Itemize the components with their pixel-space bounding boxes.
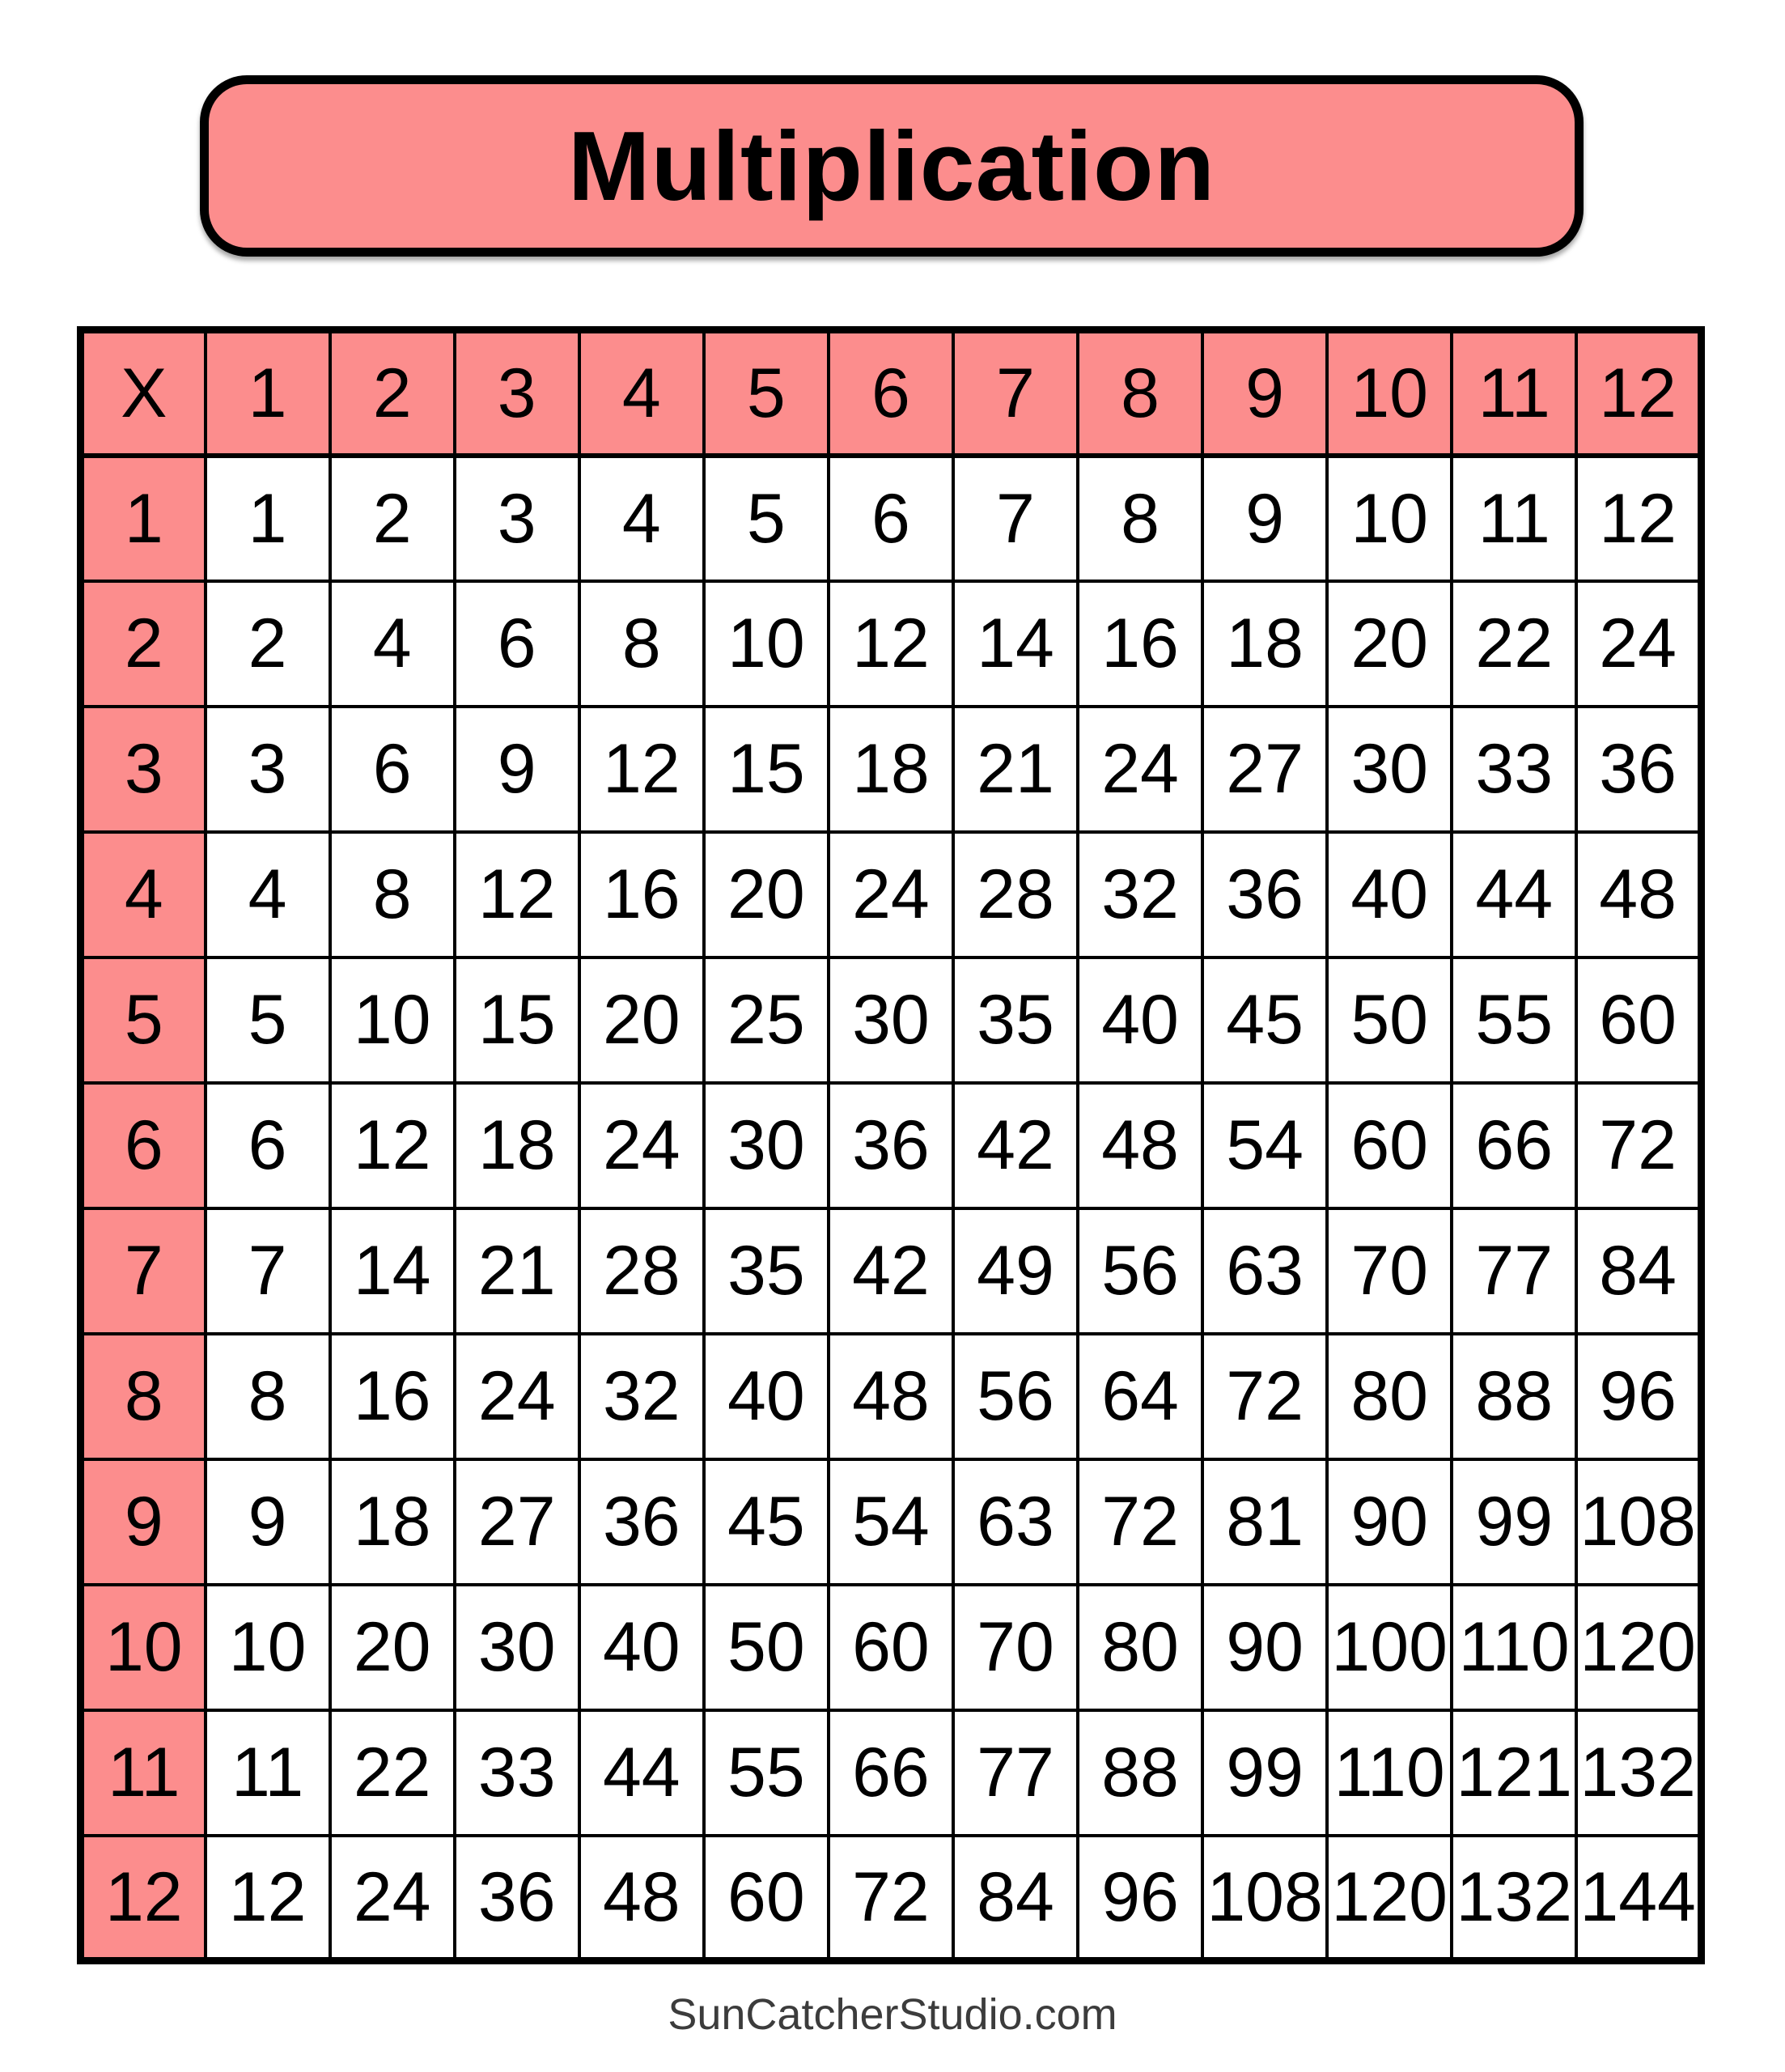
product-cell: 55 [704, 1710, 829, 1836]
table-row [81, 1208, 1702, 1334]
product-cell: 10 [330, 957, 455, 1083]
product-cell: 72 [1202, 1334, 1327, 1459]
product-cell: 90 [1202, 1585, 1327, 1710]
product-cell: 49 [953, 1208, 1078, 1334]
column-header-cell: 10 [1327, 330, 1452, 456]
product-cell: 80 [1327, 1334, 1452, 1459]
product-cell: 40 [579, 1585, 704, 1710]
product-cell: 3 [455, 456, 579, 581]
product-cell: 36 [829, 1083, 953, 1208]
product-cell: 8 [330, 832, 455, 957]
product-cell: 6 [206, 1083, 330, 1208]
row-header-cell: 9 [81, 1459, 206, 1585]
row-header-cell: 3 [81, 707, 206, 832]
product-cell: 99 [1452, 1459, 1576, 1585]
product-cell: 32 [579, 1334, 704, 1459]
product-cell: 144 [1576, 1836, 1701, 1961]
product-cell: 22 [330, 1710, 455, 1836]
product-cell: 10 [1327, 456, 1452, 581]
product-cell: 45 [704, 1459, 829, 1585]
product-cell: 40 [1327, 832, 1452, 957]
product-cell: 28 [953, 832, 1078, 957]
product-cell: 12 [579, 707, 704, 832]
product-cell: 24 [579, 1083, 704, 1208]
column-header-cell: 2 [330, 330, 455, 456]
product-cell: 60 [1576, 957, 1701, 1083]
product-cell: 56 [953, 1334, 1078, 1459]
product-cell: 48 [1576, 832, 1701, 957]
product-cell: 6 [829, 456, 953, 581]
product-cell: 4 [579, 456, 704, 581]
column-header-cell: 11 [1452, 330, 1576, 456]
row-header-cell: 8 [81, 1334, 206, 1459]
column-header-cell: 1 [206, 330, 330, 456]
product-cell: 11 [206, 1710, 330, 1836]
product-cell: 72 [829, 1836, 953, 1961]
product-cell: 56 [1078, 1208, 1202, 1334]
product-cell: 12 [1576, 456, 1701, 581]
product-cell: 24 [1078, 707, 1202, 832]
column-header-cell: 12 [1576, 330, 1701, 456]
product-cell: 132 [1452, 1836, 1576, 1961]
product-cell: 5 [206, 957, 330, 1083]
product-cell: 50 [704, 1585, 829, 1710]
table-row [81, 1459, 1702, 1585]
product-cell: 48 [579, 1836, 704, 1961]
product-cell: 14 [330, 1208, 455, 1334]
table-row [81, 957, 1702, 1083]
product-cell: 35 [704, 1208, 829, 1334]
product-cell: 12 [206, 1836, 330, 1961]
table-row [81, 1334, 1702, 1459]
product-cell: 30 [704, 1083, 829, 1208]
product-cell: 21 [455, 1208, 579, 1334]
row-header-cell: 1 [81, 456, 206, 581]
product-cell: 10 [704, 581, 829, 707]
product-cell: 66 [829, 1710, 953, 1836]
product-cell: 42 [829, 1208, 953, 1334]
product-cell: 81 [1202, 1459, 1327, 1585]
product-cell: 88 [1078, 1710, 1202, 1836]
product-cell: 18 [829, 707, 953, 832]
product-cell: 88 [1452, 1334, 1576, 1459]
product-cell: 108 [1576, 1459, 1701, 1585]
product-cell: 54 [829, 1459, 953, 1585]
product-cell: 54 [1202, 1083, 1327, 1208]
column-header-cell: 7 [953, 330, 1078, 456]
product-cell: 110 [1327, 1710, 1452, 1836]
row-header-cell: 5 [81, 957, 206, 1083]
product-cell: 70 [953, 1585, 1078, 1710]
product-cell: 36 [455, 1836, 579, 1961]
product-cell: 64 [1078, 1334, 1202, 1459]
product-cell: 9 [1202, 456, 1327, 581]
footer-credit: SunCatcherStudio.com [668, 1990, 1117, 2039]
product-cell: 36 [1202, 832, 1327, 957]
product-cell: 20 [1327, 581, 1452, 707]
page-title: Multiplication [567, 111, 1216, 221]
product-cell: 7 [953, 456, 1078, 581]
product-cell: 1 [206, 456, 330, 581]
product-cell: 66 [1452, 1083, 1576, 1208]
column-header-cell: 9 [1202, 330, 1327, 456]
product-cell: 60 [829, 1585, 953, 1710]
product-cell: 36 [1576, 707, 1701, 832]
product-cell: 14 [953, 581, 1078, 707]
product-cell: 70 [1327, 1208, 1452, 1334]
product-cell: 63 [1202, 1208, 1327, 1334]
column-header-cell: 3 [455, 330, 579, 456]
row-header-cell: 10 [81, 1585, 206, 1710]
product-cell: 40 [704, 1334, 829, 1459]
row-header-cell: 12 [81, 1836, 206, 1961]
row-header-cell: 11 [81, 1710, 206, 1836]
product-cell: 9 [206, 1459, 330, 1585]
product-cell: 77 [1452, 1208, 1576, 1334]
product-cell: 120 [1576, 1585, 1701, 1710]
product-cell: 55 [1452, 957, 1576, 1083]
product-cell: 77 [953, 1710, 1078, 1836]
product-cell: 24 [455, 1334, 579, 1459]
product-cell: 7 [206, 1208, 330, 1334]
product-cell: 28 [579, 1208, 704, 1334]
product-cell: 16 [579, 832, 704, 957]
product-cell: 84 [953, 1836, 1078, 1961]
product-cell: 25 [704, 957, 829, 1083]
product-cell: 9 [455, 707, 579, 832]
product-cell: 60 [1327, 1083, 1452, 1208]
product-cell: 80 [1078, 1585, 1202, 1710]
row-header-cell: 2 [81, 581, 206, 707]
product-cell: 60 [704, 1836, 829, 1961]
product-cell: 18 [1202, 581, 1327, 707]
product-cell: 27 [1202, 707, 1327, 832]
product-cell: 96 [1078, 1836, 1202, 1961]
product-cell: 4 [206, 832, 330, 957]
product-cell: 84 [1576, 1208, 1701, 1334]
product-cell: 30 [455, 1585, 579, 1710]
product-cell: 24 [829, 832, 953, 957]
product-cell: 12 [829, 581, 953, 707]
column-header-cell: 4 [579, 330, 704, 456]
product-cell: 6 [330, 707, 455, 832]
product-cell: 48 [1078, 1083, 1202, 1208]
product-cell: 5 [704, 456, 829, 581]
product-cell: 21 [953, 707, 1078, 832]
product-cell: 20 [579, 957, 704, 1083]
title-banner [200, 75, 1584, 257]
table-row [81, 581, 1702, 707]
product-cell: 99 [1202, 1710, 1327, 1836]
row-header-cell: 4 [81, 832, 206, 957]
product-cell: 18 [330, 1459, 455, 1585]
product-cell: 16 [1078, 581, 1202, 707]
product-cell: 121 [1452, 1710, 1576, 1836]
product-cell: 96 [1576, 1334, 1701, 1459]
product-cell: 90 [1327, 1459, 1452, 1585]
corner-cell: X [81, 330, 206, 456]
product-cell: 132 [1576, 1710, 1701, 1836]
product-cell: 15 [455, 957, 579, 1083]
product-cell: 8 [1078, 456, 1202, 581]
product-cell: 16 [330, 1334, 455, 1459]
product-cell: 44 [1452, 832, 1576, 957]
table-row [81, 832, 1702, 957]
product-cell: 44 [579, 1710, 704, 1836]
product-cell: 15 [704, 707, 829, 832]
product-cell: 32 [1078, 832, 1202, 957]
product-cell: 12 [455, 832, 579, 957]
product-cell: 30 [829, 957, 953, 1083]
product-cell: 40 [1078, 957, 1202, 1083]
column-header-cell: 5 [704, 330, 829, 456]
table-row [81, 1585, 1702, 1710]
product-cell: 20 [330, 1585, 455, 1710]
product-cell: 3 [206, 707, 330, 832]
table-row [81, 456, 1702, 581]
multiplication-table [77, 326, 1705, 1964]
product-cell: 33 [1452, 707, 1576, 832]
product-cell: 24 [330, 1836, 455, 1961]
product-cell: 4 [330, 581, 455, 707]
product-cell: 72 [1576, 1083, 1701, 1208]
product-cell: 27 [455, 1459, 579, 1585]
table-row [81, 707, 1702, 832]
product-cell: 22 [1452, 581, 1576, 707]
product-cell: 100 [1327, 1585, 1452, 1710]
product-cell: 24 [1576, 581, 1701, 707]
product-cell: 33 [455, 1710, 579, 1836]
product-cell: 110 [1452, 1585, 1576, 1710]
product-cell: 8 [579, 581, 704, 707]
product-cell: 50 [1327, 957, 1452, 1083]
product-cell: 108 [1202, 1836, 1327, 1961]
product-cell: 11 [1452, 456, 1576, 581]
product-cell: 30 [1327, 707, 1452, 832]
table-header-row [81, 330, 1702, 456]
table-row [81, 1083, 1702, 1208]
product-cell: 120 [1327, 1836, 1452, 1961]
table-row [81, 1836, 1702, 1961]
row-header-cell: 6 [81, 1083, 206, 1208]
product-cell: 18 [455, 1083, 579, 1208]
product-cell: 20 [704, 832, 829, 957]
product-cell: 6 [455, 581, 579, 707]
product-cell: 2 [206, 581, 330, 707]
product-cell: 12 [330, 1083, 455, 1208]
product-cell: 36 [579, 1459, 704, 1585]
product-cell: 35 [953, 957, 1078, 1083]
column-header-cell: 8 [1078, 330, 1202, 456]
product-cell: 48 [829, 1334, 953, 1459]
product-cell: 63 [953, 1459, 1078, 1585]
column-header-cell: 6 [829, 330, 953, 456]
product-cell: 8 [206, 1334, 330, 1459]
product-cell: 72 [1078, 1459, 1202, 1585]
product-cell: 2 [330, 456, 455, 581]
product-cell: 42 [953, 1083, 1078, 1208]
product-cell: 10 [206, 1585, 330, 1710]
row-header-cell: 7 [81, 1208, 206, 1334]
table-row [81, 1710, 1702, 1836]
product-cell: 45 [1202, 957, 1327, 1083]
